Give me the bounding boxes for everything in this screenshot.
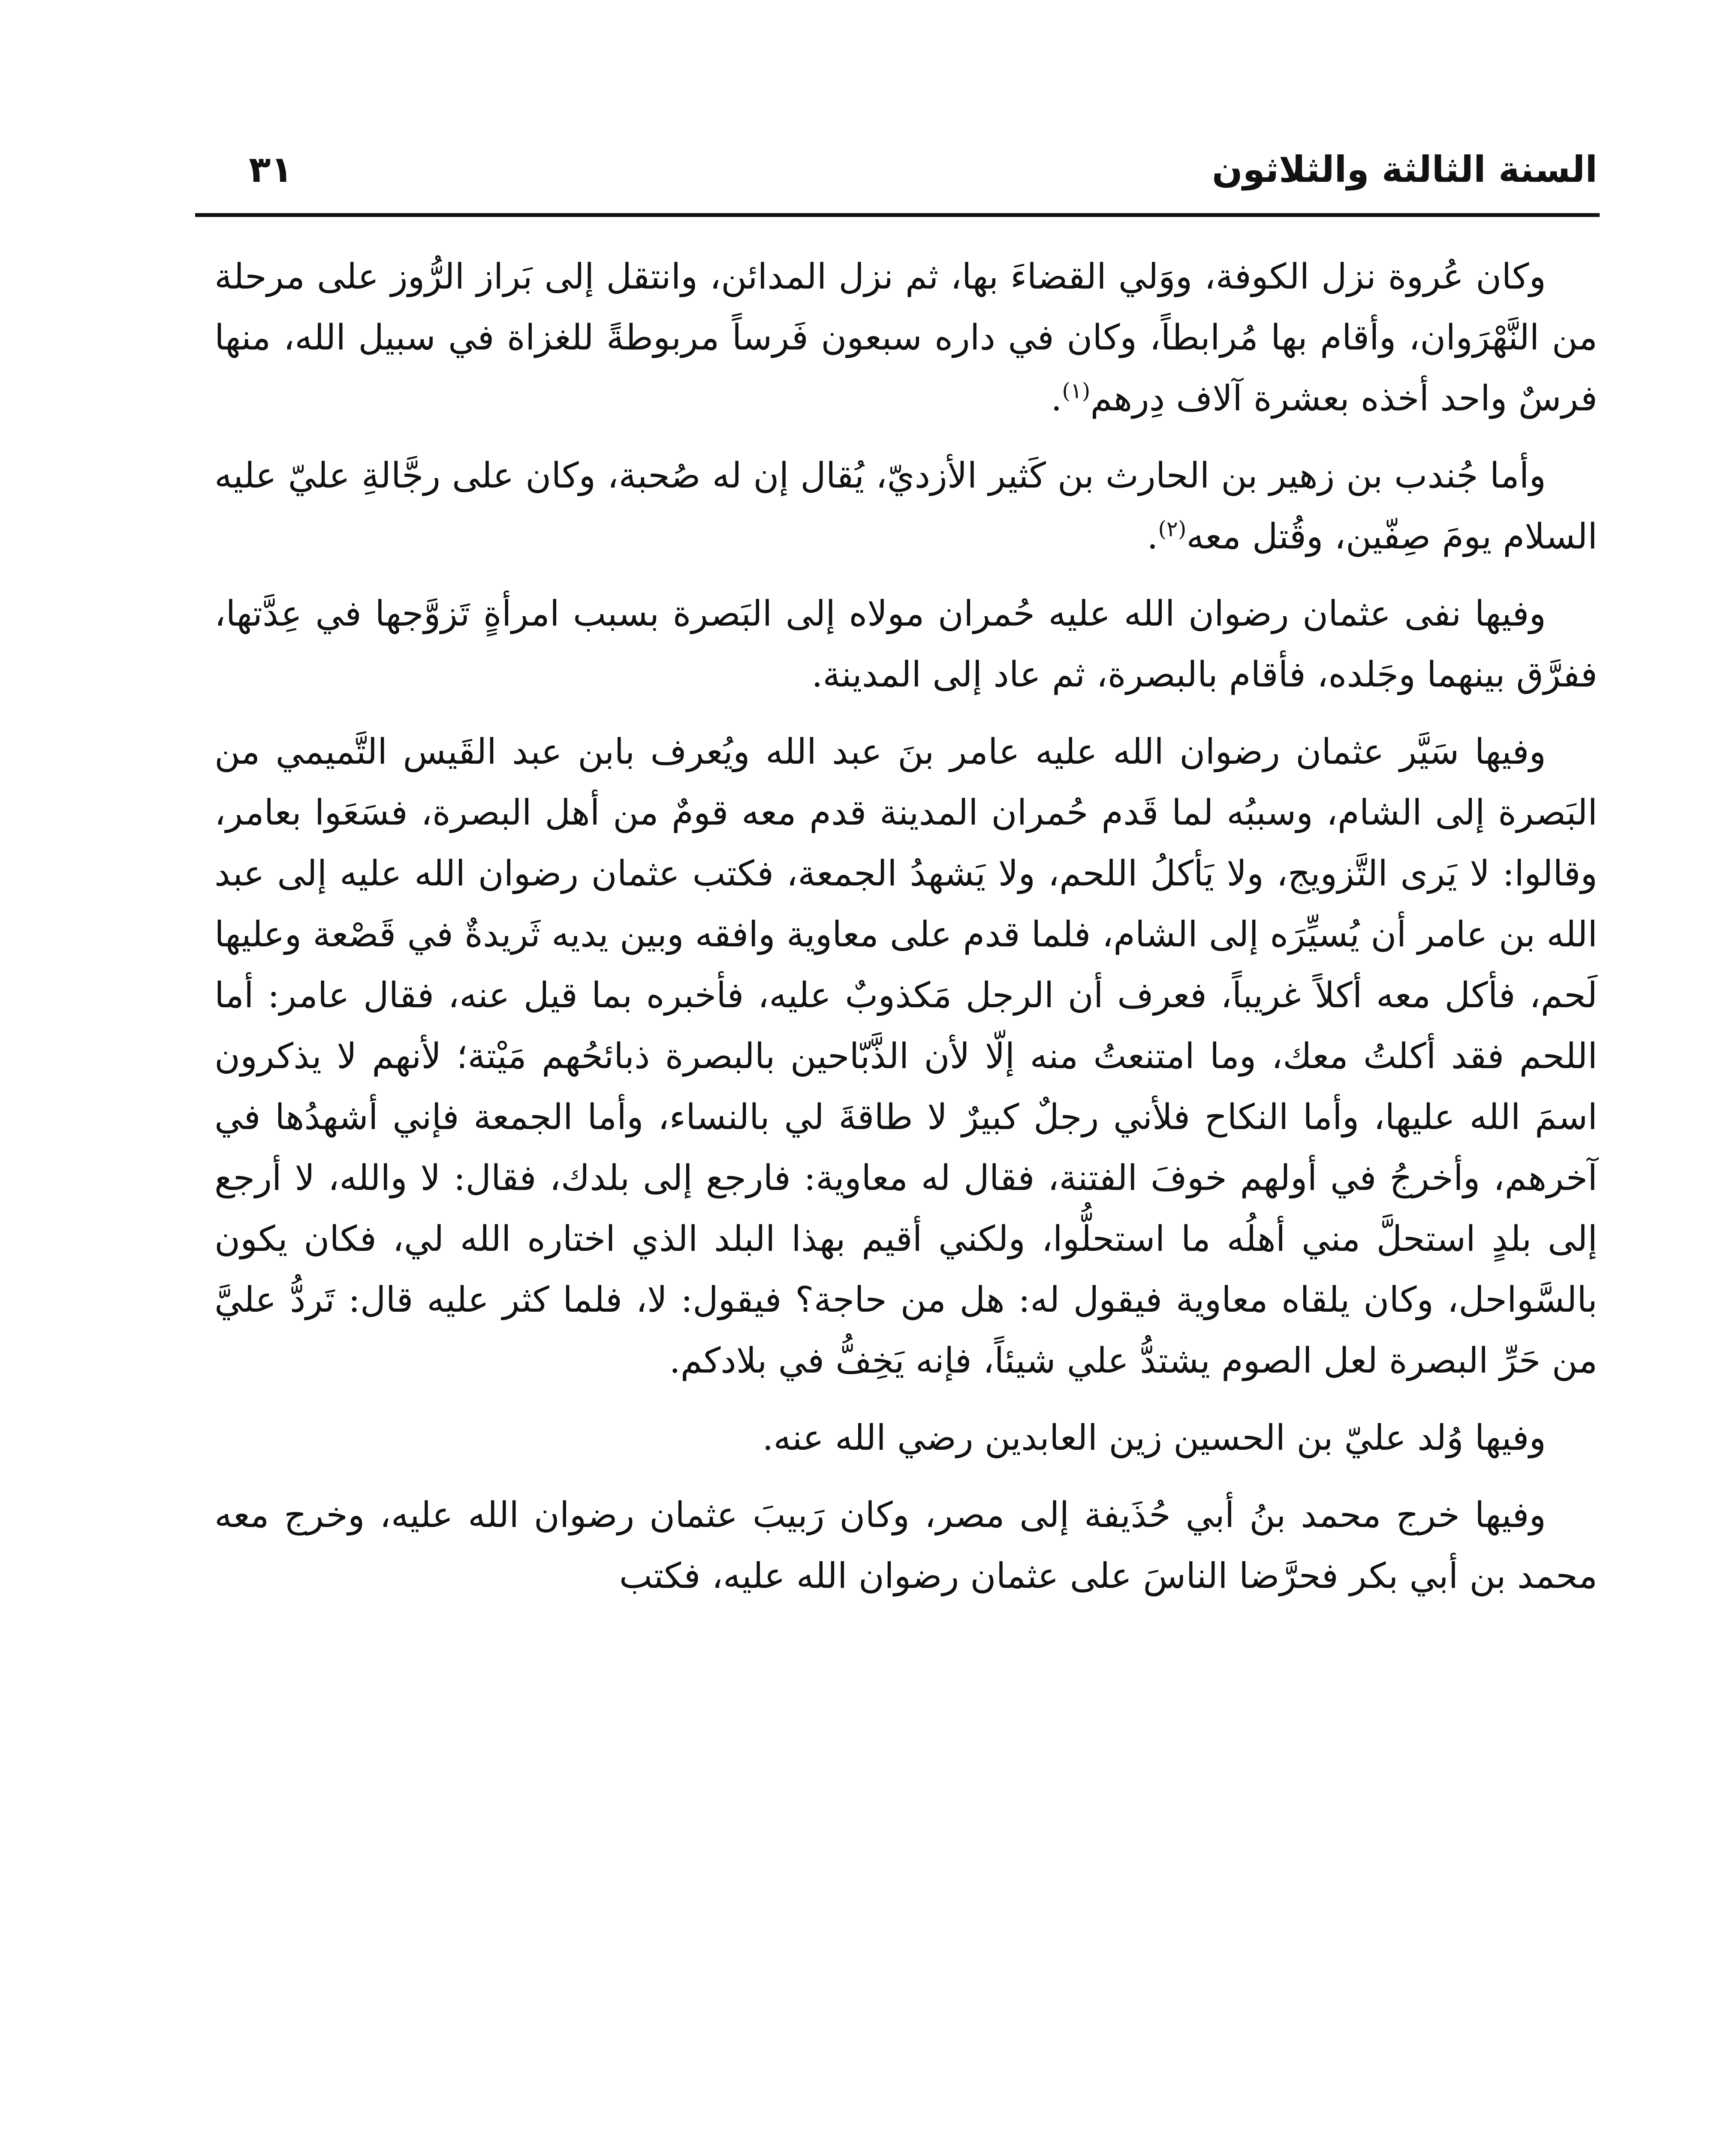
main-text [214,247,1597,1623]
paragraph-urwa [214,247,1597,429]
paragraph-humran [214,584,1597,705]
paragraph-ibn-hudhayfa [214,1485,1597,1607]
paragraph-end: . [1051,378,1062,419]
paragraph-text: وفيها وُلد عليّ بن الحسين زين العابدين رضي الله عنه. [762,1418,1546,1458]
page-number: ٣١ [249,148,293,190]
paragraph-zayn-al-abidin [214,1408,1597,1469]
paragraph-text: وفيها خرج محمد بنُ أبي حُذَيفة إلى مصر، وكان رَبيبَ عثمان رضوان الله عليه، وخرج معه محمد بن أبي بكر فحرَّضا الناسَ على عثمان رضوان الله عليه، فكتب [214,1495,1597,1596]
running-title: السنة الثالثة والثلاثون [1212,148,1597,190]
paragraph-text: وفيها سَيَّر عثمان رضوان الله عليه عامر بنَ عبد الله ويُعرف بابن عبد القَيس التَّميمي من البَصرة إلى الشام، وسببُه لما قَدم حُمران المدينة قدم معه قومٌ من أهل البصرة، فسَعَوا بعامر، وقالوا: لا يَرى التَّزويج، ولا يَأكلُ اللحم، ولا يَشهدُ الجمعة، فكتب عثمان رضوان الله عليه إلى عبد الله بن عامر أن يُسيِّرَه إلى الشام، فلما قدم على معاوية وافقه وبين يديه ثَريدةٌ في قَصْعة وعليها لَحم، فأكل معه أكلاً غريباً، فعرف أن الرجل مَكذوبٌ عليه، فأخبره بما قيل عنه، فقال عامر: أما اللحم فقد أكلتُ معك، وما امتنعتُ منه إلّا لأن الذَّبّاحين بالبصرة ذبائحُهم مَيْتة؛ لأنهم لا يذكرون اسمَ الله عليها، وأما النكاح فلأني رجلٌ كبيرٌ لا طاقةَ لي بالنساء، وأما الجمعة فإني أشهدُها في آخرهم، وأخرجُ في أولهم خوفَ الفتنة، فقال له معاوية: فارجع إلى بلدك، فقال: لا والله، لا أرجع إلى بلدٍ استحلَّ مني أهلُه ما استحلُّوا، ولكني أقيم بهذا البلد الذي اختاره الله لي، فكان يكون بالسَّواحل، وكان يلقاه معاوية فيقول له: هل من حاجة؟ فيقول: لا، فلما كثر عليه قال: تَردُّ عليَّ من حَرِّ البصرة لعل الصوم يشتدُّ علي شيئاً، فإنه يَخِفُّ في بلادكم. [214,732,1597,1381]
header-rule [195,213,1600,217]
paragraph-text: وأما جُندب بن زهير بن الحارث بن كَثير الأزديّ، يُقال إن له صُحبة، وكان على رجَّالةِ عليّ عليه السلام يومَ صِفّين، وقُتل معه [214,455,1597,557]
paragraph-jundab [214,446,1597,567]
footnote-reference[interactable]: (٢) [1158,516,1187,542]
paragraph-end: . [1147,516,1158,557]
page-header [195,129,1597,210]
paragraph-text: وكان عُروة نزل الكوفة، ووَلي القضاءَ بها، ثم نزل المدائن، وانتقل إلى بَراز الرُّوز على مرحلة من النَّهْرَوان، وأقام بها مُرابطاً، وكان في داره سبعون فَرساً مربوطةً للغزاة في سبيل الله، منها فرسٌ واحد أخذه بعشرة آلاف دِرهم [214,256,1597,419]
paragraph-amir [214,722,1597,1391]
paragraph-text: وفيها نفى عثمان رضوان الله عليه حُمران مولاه إلى البَصرة بسبب امرأةٍ تَزوَّجها في عِدَّتها، ففرَّق بينهما وجَلده، فأقام بالبصرة، ثم عاد إلى المدينة. [214,593,1597,695]
footnote-reference[interactable]: (١) [1062,378,1091,404]
